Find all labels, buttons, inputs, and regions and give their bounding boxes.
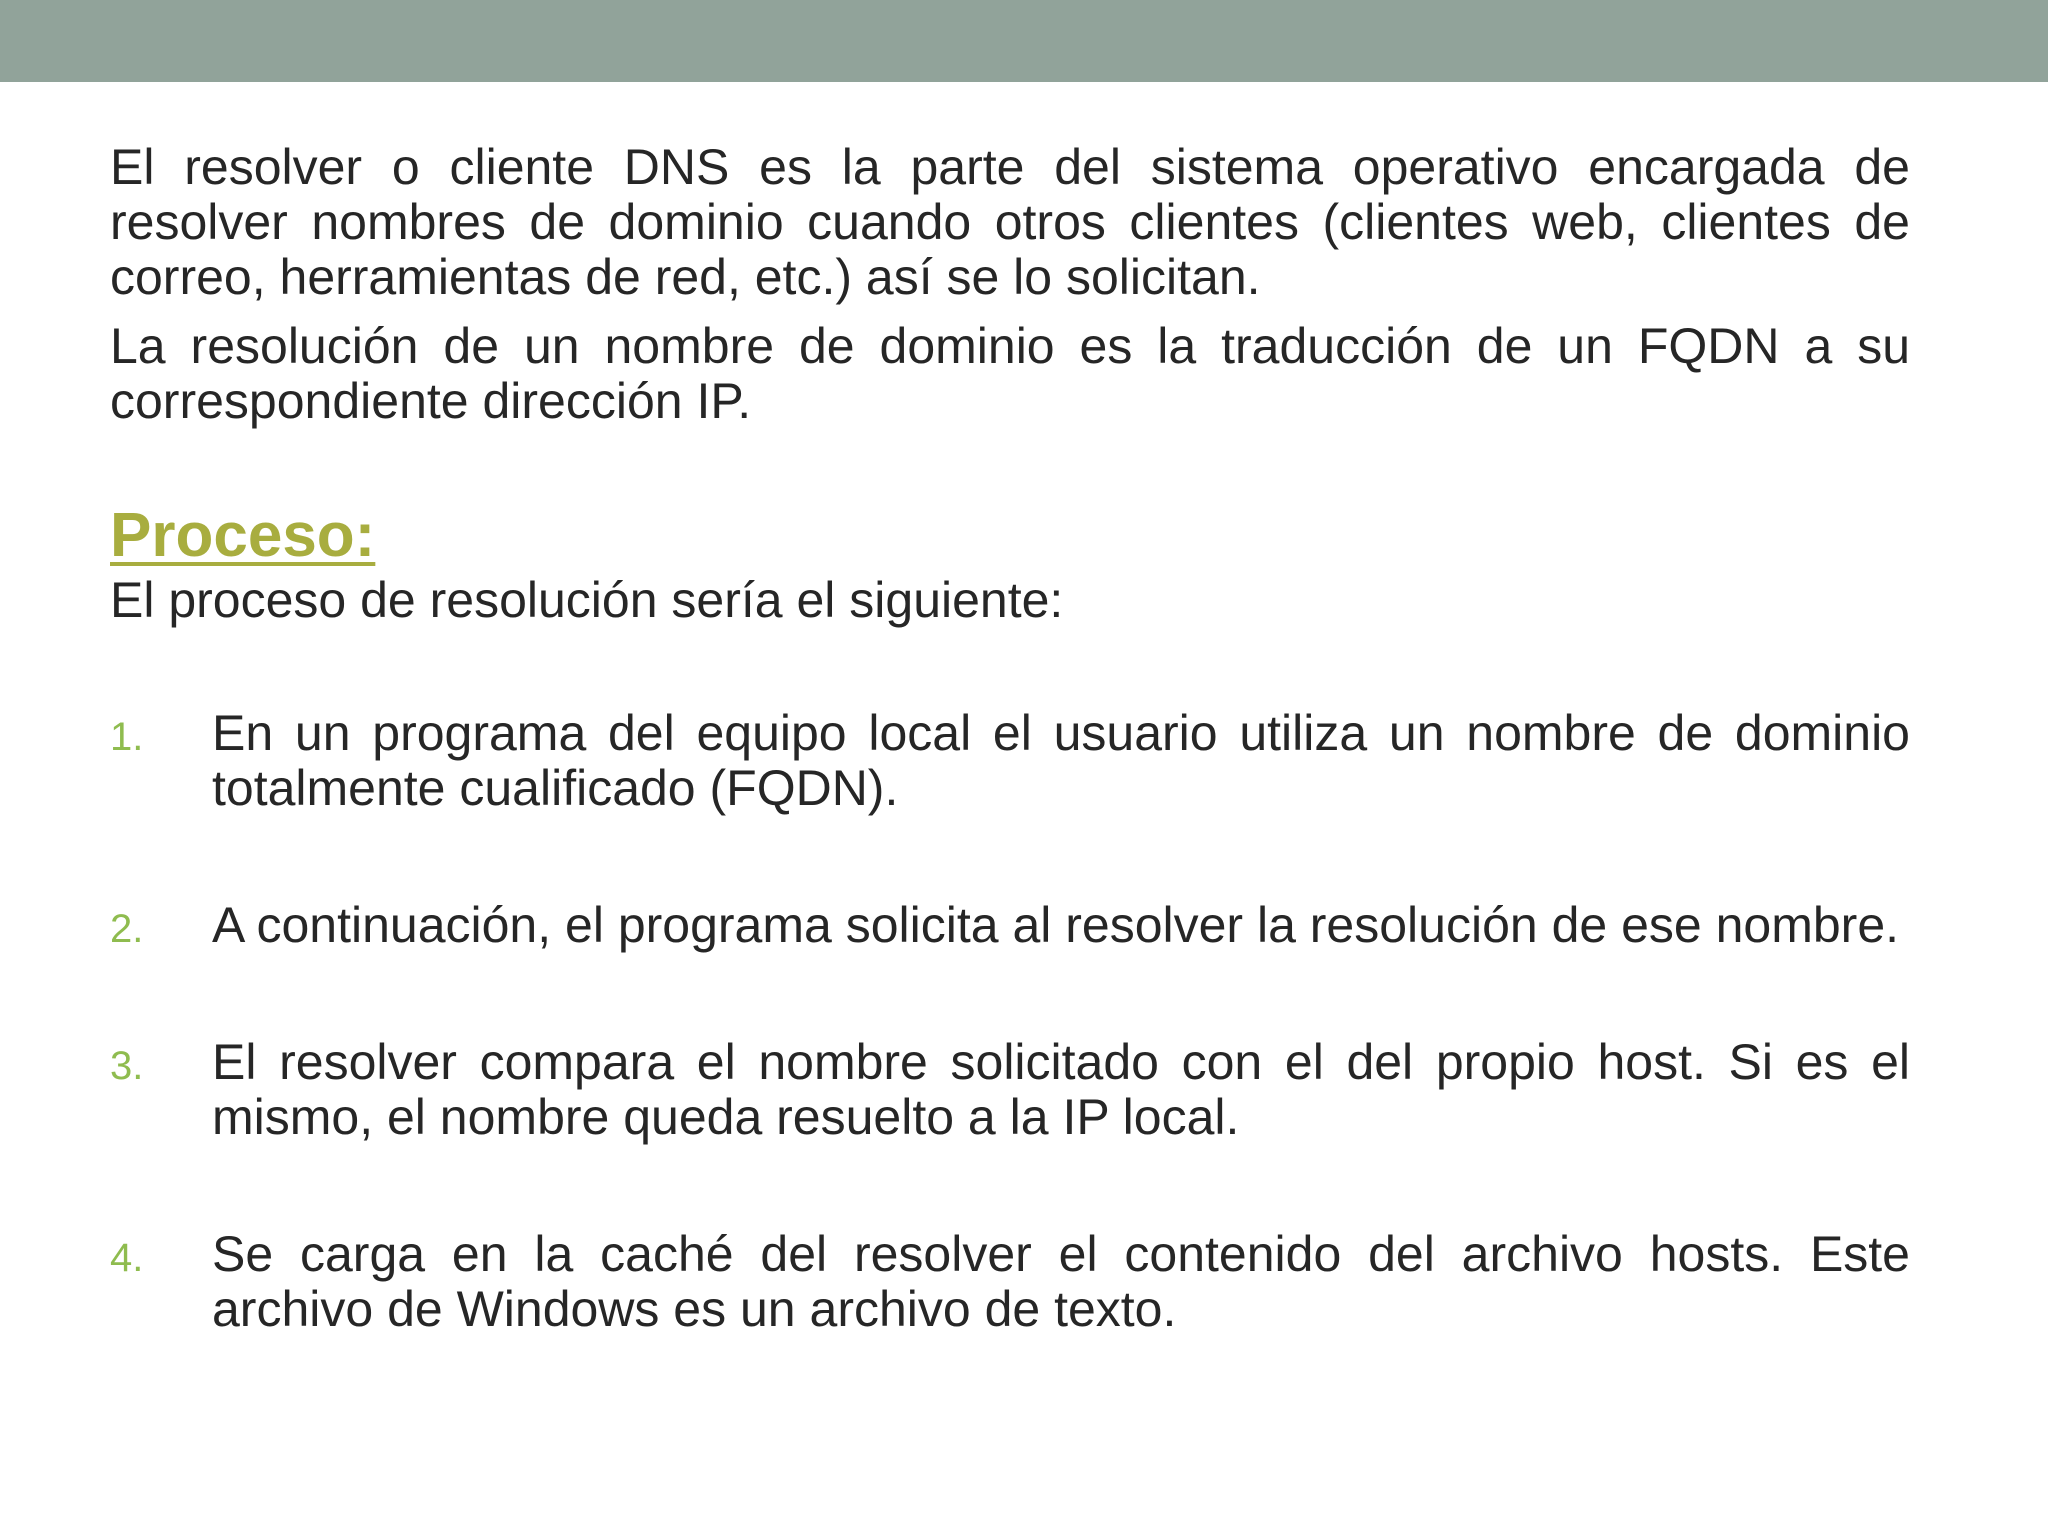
paragraph-resolution-definition: La resolución de un nombre de dominio es la traducción de un FQDN a su correspondiente dirección IP. — [110, 318, 1910, 429]
step-text: Se carga en la caché del resolver el contenido del archivo hosts. Este archivo de Windows es un archivo de texto. — [212, 1226, 1910, 1337]
list-item — [110, 706, 1910, 816]
step-number: 4. — [110, 1236, 144, 1280]
slide-content — [110, 140, 1910, 1419]
step-text: El resolver compara el nombre solicitado con el del propio host. Si es el mismo, el nombre queda resuelto a la IP local. — [212, 1034, 1910, 1145]
list-item — [110, 898, 1910, 953]
list-item — [110, 1035, 1910, 1145]
section-heading: Proceso: — [110, 501, 376, 570]
paragraph-resolver-definition: El resolver o cliente DNS es la parte del sistema operativo encargada de resolver nombres de dominio cuando otros clientes (clientes web, clientes de correo, herramientas de red, etc.) así se lo solicitan. — [110, 139, 1910, 305]
step-number: 2. — [110, 907, 144, 951]
step-text: En un programa del equipo local el usuario utiliza un nombre de dominio totalmente cualificado (FQDN). — [212, 705, 1910, 816]
steps-list — [110, 706, 1910, 1337]
step-number: 3. — [110, 1044, 144, 1088]
section-intro: El proceso de resolución sería el siguiente: — [110, 572, 1064, 628]
step-number: 1. — [110, 715, 144, 759]
step-text: A continuación, el programa solicita al resolver la resolución de ese nombre. — [212, 897, 1900, 953]
list-item — [110, 1227, 1910, 1337]
slide-header-bar — [0, 0, 2048, 82]
